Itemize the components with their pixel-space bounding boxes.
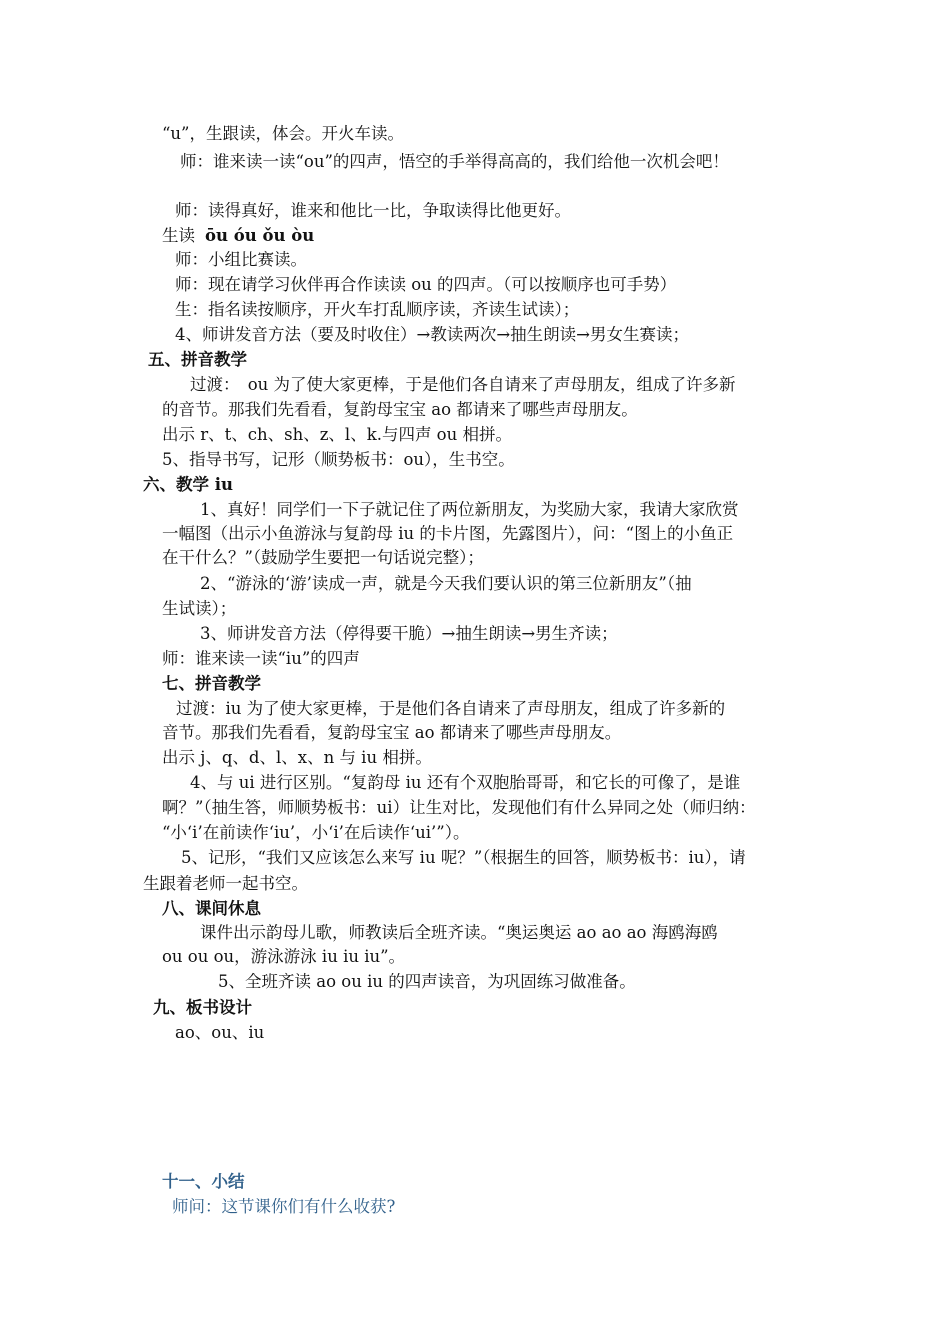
text-line: 生：指名读按顺序，开火车打乱顺序读，齐读生试读）； [175,300,580,319]
text-line: “小‘i’在前读作‘iu’，小‘i’在后读作‘ui’”）。 [162,823,470,842]
text-line: 2、“游泳的‘游’读成一声，就是今天我们要认识的第三位新朋友”（抽 [200,574,692,593]
text-line: 3、师讲发音方法（停得要干脆）→抽生朗读→男生齐读； [200,624,618,643]
text-line: 课件出示韵母儿歌，师教读后全班齐读。“奥运奥运 ao ao ao 海鸥海鸥 [200,923,718,942]
text-line: 4、师讲发音方法（要及时收住）→教读两次→抽生朗读→男女生赛读； [175,325,689,344]
text-line: 生读 [162,226,195,245]
text-line: 5、全班齐读 ao ou iu 的四声读音，为巩固练习做准备。 [218,972,636,991]
section-heading: 五、拼音教学 [148,350,247,369]
text-line: 师：谁来读一读“iu”的四声 [162,649,360,668]
section-heading: 十一、小结 [162,1172,245,1191]
text-line: 过渡： ou 为了使大家更棒，于是他们各自请来了声母朋友，组成了许多新 [190,375,736,394]
text-line: 出示 r、t、ch、sh、z、l、k.与四声 ou 相拼。 [162,425,512,444]
text-line: ao、ou、iu [175,1023,265,1042]
text-line: 师：现在请学习伙伴再合作读读 ou 的四声。（可以按顺序也可手势） [175,275,677,294]
text-line: “u”，生跟读，体会。开火车读。 [162,124,404,143]
text-line: 啊？”（抽生答，师顺势板书：ui）让生对比，发现他们有什么异同之处（师归纳： [162,798,756,817]
section-heading: 八、课间休息 [162,899,261,918]
text-line: 生跟着老师一起书空。 [143,874,308,893]
text-line: 1、真好！同学们一下子就记住了两位新朋友，为奖励大家，我请大家欣赏 [200,500,739,519]
text-line: 的音节。那我们先看看，复韵母宝宝 ao 都请来了哪些声母朋友。 [162,400,638,419]
text-line: 师：小组比赛读。 [175,250,307,269]
text-line: 师：谁来读一读“ou”的四声，悟空的手举得高高的，我们给他一次机会吧！ [180,152,729,171]
text-line: 师：读得真好，谁来和他比一比，争取读得比他更好。 [175,201,571,220]
text-line: 5、记形，“我们又应该怎么来写 iu 呢？”（根据生的回答，顺势板书：iu），请 [181,848,746,867]
text-line: 音节。那我们先看看，复韵母宝宝 ao 都请来了哪些声母朋友。 [162,723,622,742]
pinyin-tones: ōu óu ǒu òu [205,226,315,245]
text-line: 过渡：iu 为了使大家更棒，于是他们各自请来了声母朋友，组成了许多新的 [176,699,726,718]
section-heading: 七、拼音教学 [162,674,261,693]
text-line: ou ou ou，游泳游泳 iu iu iu”。 [162,947,406,966]
text-line: 5、指导书写，记形（顺势板书：ou），生书空。 [162,450,515,469]
section-heading: 九、板书设计 [153,998,252,1017]
text-line: 一幅图（出示小鱼游泳与复韵母 iu 的卡片图，先露图片），问：“图上的小鱼正 [162,524,734,543]
text-line: 出示 j、q、d、l、x、n 与 iu 相拼。 [162,748,432,767]
text-line: 4、与 ui 进行区别。“复韵母 iu 还有个双胞胎哥哥，和它长的可像了，是谁 [190,773,741,792]
section-heading: 六、教学 iu [143,475,234,494]
text-line: 师问：这节课你们有什么收获? [172,1197,396,1216]
text-line: 生试读）； [162,599,237,618]
text-line: 在干什么？”（鼓励学生要把一句话说完整）； [162,548,484,567]
